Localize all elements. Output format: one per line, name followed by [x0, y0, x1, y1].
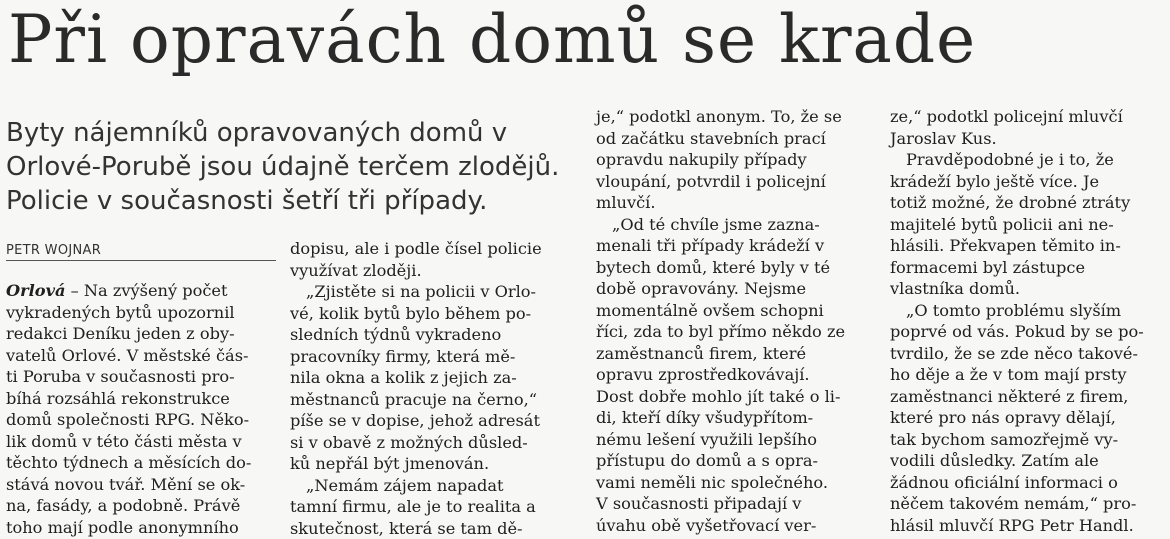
column-line: opravdu nakupily případy: [596, 149, 868, 171]
column-line: sledních týdnů vykradeno: [290, 324, 570, 346]
column-line: říci, zda to byl přímo někdo ze: [596, 321, 868, 343]
column-line: něčem takovém nemám,“ pro-: [890, 493, 1162, 515]
column-line: totiž možné, že drobné ztráty: [890, 192, 1162, 214]
column-line: Jaroslav Kus.: [890, 128, 1162, 150]
column-line: lik domů v této části města v: [6, 431, 276, 453]
column-line: nila okna a kolik z jejich za-: [290, 367, 570, 389]
column-line: ků nepřál být jmenován.: [290, 453, 570, 475]
column-line: domů společnosti RPG. Něko-: [6, 409, 276, 431]
lead-line: Policie v současnosti šetří tři případy.: [6, 184, 586, 218]
column-line: zaměstnanců firem, které: [596, 343, 868, 365]
column-line: dopisu, ale i podle čísel policie: [290, 238, 570, 260]
headline: Při opravách domů se krade: [8, 0, 976, 80]
column-line: momentálně ovšem schopni: [596, 300, 868, 322]
column-line: si v obavě z možných důsled-: [290, 432, 570, 454]
column-line: vé, kolik bytů bylo během po-: [290, 303, 570, 325]
column-line: vami neměli nic společného.: [596, 472, 868, 494]
column-line: pracovníky firmy, která mě-: [290, 346, 570, 368]
article-column-3: [596, 106, 868, 536]
column-line: „Nemám zájem napadat: [290, 475, 570, 497]
lead-line: Orlové-Porubě jsou údajně terčem zlodějů.: [6, 150, 586, 184]
column-line: „Zjistěte si na policii v Orlo-: [290, 281, 570, 303]
column-line: hlásil mluvčí RPG Petr Handl.: [890, 515, 1162, 537]
column-line: Pravděpodobné je i to, že: [890, 149, 1162, 171]
column-line: hlásili. Překvapen těmito in-: [890, 235, 1162, 257]
column-line: vloupání, potvrdil i policejní: [596, 171, 868, 193]
column-line: majitelé bytů policii ani ne-: [890, 214, 1162, 236]
article-column-4: [890, 106, 1162, 536]
column-line: vatelů Orlové. V městské čás-: [6, 345, 276, 367]
column-line: ze,“ podotkl policejní mluvčí: [890, 106, 1162, 128]
column-line: době opravovány. Nejsme: [596, 278, 868, 300]
column-line: „O tomto problému slyším: [890, 300, 1162, 322]
column-line: krádeží bylo ještě více. Je: [890, 171, 1162, 193]
column-line: píše se v dopise, jehož adresát: [290, 410, 570, 432]
column-line: přístupu do domů a s opra-: [596, 450, 868, 472]
lead-line: Byty nájemníků opravovaných domů v: [6, 116, 586, 150]
lead-paragraph: [6, 116, 586, 218]
column-line: Dost dobře mohlo jít také o li-: [596, 386, 868, 408]
column-line: V současnosti připadají v: [596, 493, 868, 515]
column-line: bíhá rozsáhlá rekonstrukce: [6, 388, 276, 410]
column-line: ti Poruba v současnosti pro-: [6, 366, 276, 388]
article-column-1: [6, 280, 276, 538]
column-line: které pro nás opravy dělají,: [890, 407, 1162, 429]
column-line: vodili důsledky. Zatím ale: [890, 450, 1162, 472]
column-line: žádnou oficiální informaci o: [890, 472, 1162, 494]
column-line: di, kteří díky všudypřítom-: [596, 407, 868, 429]
column-line: nému lešení využili lepšího: [596, 429, 868, 451]
column-line: formacemi byl zástupce: [890, 257, 1162, 279]
column-line: poprvé od vás. Pokud by se po-: [890, 321, 1162, 343]
column-line: opravu zprostředkovávají.: [596, 364, 868, 386]
dateline-text: – Na zvýšený počet: [65, 281, 227, 300]
column-line: tvrdilo, že se zde něco takové-: [890, 343, 1162, 365]
column-line: menali tři případy krádeží v: [596, 235, 868, 257]
column-line: „Od té chvíle jsme zazna-: [596, 214, 868, 236]
column-line: těchto týdnech a měsících do-: [6, 452, 276, 474]
column-line: úvahu obě vyšetřovací ver-: [596, 515, 868, 537]
column-line: je,“ podotkl anonym. To, že se: [596, 106, 868, 128]
column-line: od začátku stavebních prací: [596, 128, 868, 150]
dateline-place: Orlová: [6, 281, 65, 300]
column-line: skutečnost, která se tam dě-: [290, 518, 570, 539]
column-line: mluvčí.: [596, 192, 868, 214]
column-line: na, fasády, a podobně. Právě: [6, 495, 276, 517]
column-line: zaměstnanci některé z firem,: [890, 386, 1162, 408]
column-line: toho mají podle anonymního: [6, 517, 276, 539]
column-line: redakci Deníku jeden z oby-: [6, 323, 276, 345]
column-line: tamní firmu, ale je to realita a: [290, 496, 570, 518]
column-line: městnanců pracuje na černo,“: [290, 389, 570, 411]
column-line: ho děje a že v tom mají prsty: [890, 364, 1162, 386]
column-line: tak bychom samozřejmě vy-: [890, 429, 1162, 451]
column-line: bytech domů, které byly v té: [596, 257, 868, 279]
column-line: vlastníka domů.: [890, 278, 1162, 300]
column-line: stává novou tvář. Mění se ok-: [6, 474, 276, 496]
column-line: vykradených bytů upozornil: [6, 302, 276, 324]
article-column-2: [290, 238, 570, 539]
byline: PETR WOJNAR: [6, 243, 276, 261]
column-line: využívat zloději.: [290, 260, 570, 282]
column-line: [6, 280, 276, 302]
